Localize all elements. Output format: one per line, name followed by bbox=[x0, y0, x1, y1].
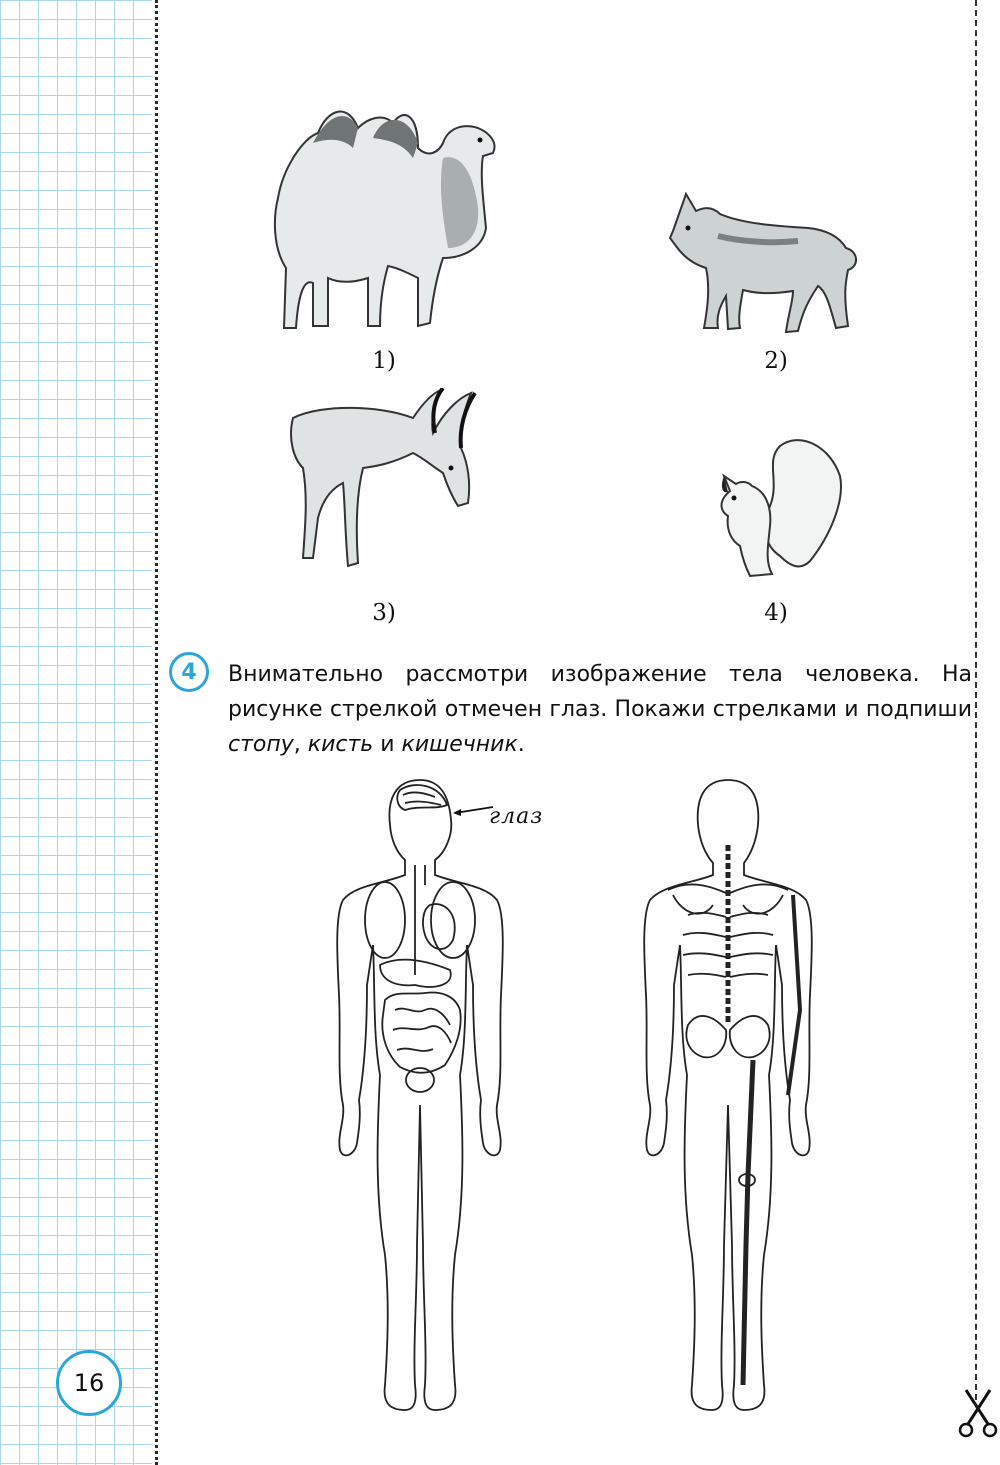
margin-grid bbox=[0, 0, 152, 1465]
human-body-front-diagram bbox=[325, 775, 515, 1420]
margin-dotted-line bbox=[155, 0, 158, 1465]
squirrel-illustration bbox=[710, 436, 850, 581]
task-number-badge: 4 bbox=[169, 652, 209, 692]
task-word-intestine: кишечник bbox=[401, 732, 518, 757]
task-text-main: Внимательно рассмотри изображение тела человека. На рисунке стрелкой отмечен глаз. Покажи стрелками и подпиши bbox=[228, 662, 972, 722]
animal-caption-1: 1) bbox=[372, 348, 396, 374]
task-word-hand: кисть bbox=[307, 732, 374, 757]
cut-dashed-line bbox=[975, 0, 977, 1400]
task-end: . bbox=[517, 732, 525, 757]
camel-illustration bbox=[258, 98, 508, 340]
scissors-icon bbox=[958, 1388, 998, 1440]
saiga-illustration bbox=[283, 388, 483, 588]
human-body-back-diagram bbox=[628, 775, 828, 1420]
eye-label: глаз bbox=[489, 804, 544, 829]
animal-caption-2: 2) bbox=[764, 348, 788, 374]
task-instruction bbox=[228, 657, 972, 762]
animal-caption-4: 4) bbox=[764, 600, 788, 626]
animal-caption-3: 3) bbox=[372, 600, 396, 626]
page-number-badge: 16 bbox=[56, 1350, 122, 1416]
task-word-foot: стопу bbox=[228, 732, 294, 757]
task-separator-1: , bbox=[293, 732, 308, 757]
task-separator-2: и bbox=[373, 732, 402, 757]
lynx-illustration bbox=[668, 186, 868, 338]
